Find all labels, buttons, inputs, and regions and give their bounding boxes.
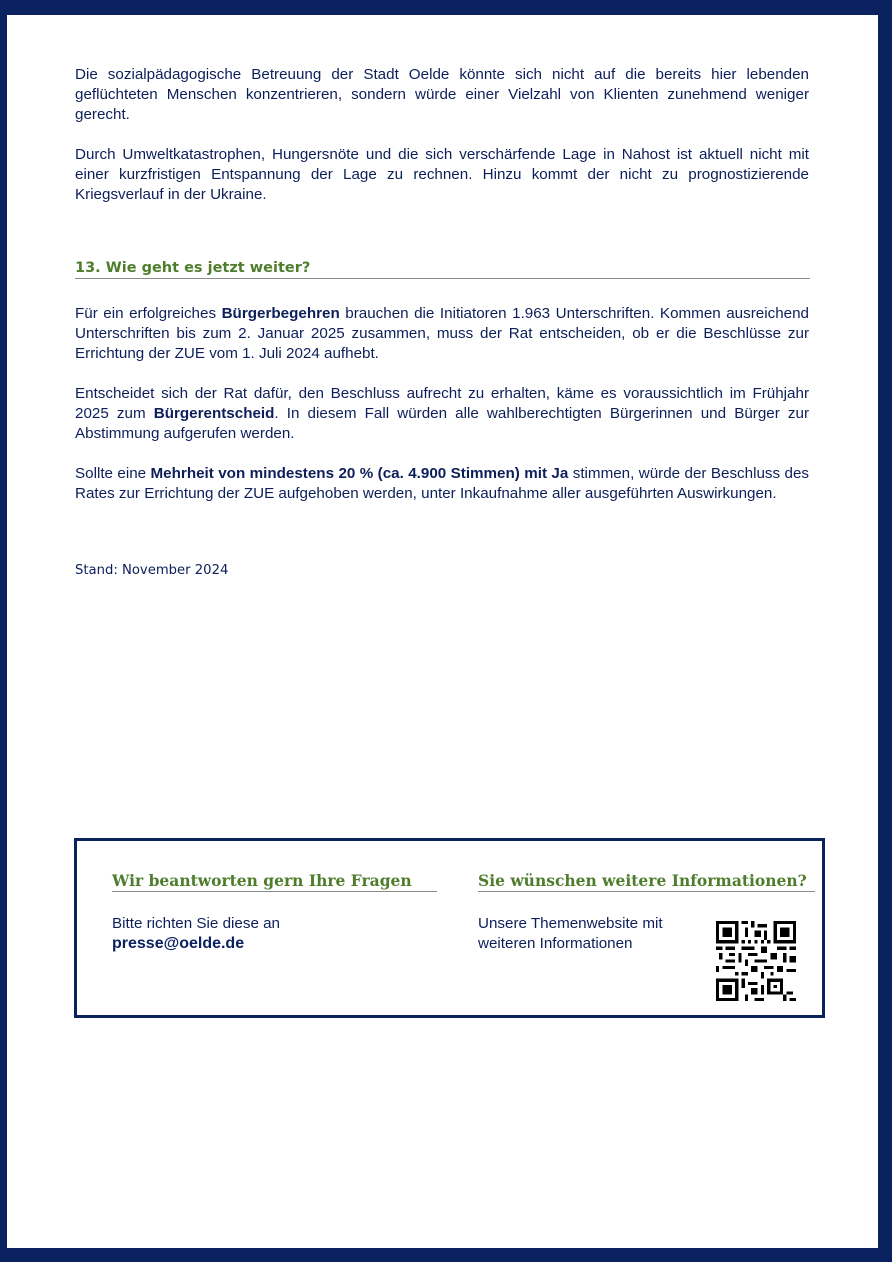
page-frame-bottom — [0, 1248, 892, 1262]
qr-code-icon[interactable] — [716, 921, 796, 1001]
page-frame-top — [0, 0, 892, 15]
page-frame-right — [878, 0, 892, 1262]
info-right-line-1: Unsere Themenwebsite mit — [478, 915, 663, 932]
info-right-text — [478, 914, 663, 954]
page-frame-left — [0, 0, 7, 1262]
info-right-line-2: weiteren Informationen — [478, 935, 633, 952]
info-left-line: Bitte richten Sie diese an — [112, 915, 281, 932]
paragraph-buergerentscheid: Entscheidet sich der Rat dafür, den Beschluss aufrecht zu erhalten, käme es voraussichtlich im Frühjahr 2025 zum Bürgerentscheid. In diesem Fall würden alle wahlberechtigten Bürgerinnen und Bürger zur Abstimmung aufgerufen werden. — [75, 385, 810, 442]
section-heading: 13. Wie geht es jetzt weiter? — [75, 260, 810, 279]
paragraph-betreuung: Die sozialpädagogische Betreuung der Stadt Oelde könnte sich nicht auf die bereits hier lebenden geflüchteten Menschen konzentrieren, sondern würde einer Vielzahl von Klienten zunehmend weniger gerecht. — [75, 66, 809, 123]
info-right-heading: Sie wünschen weitere Informationen? — [478, 871, 815, 892]
paragraph-buergerbegehren: Für ein erfolgreiches Bürgerbegehren brauchen die Initiatoren 1.963 Unterschriften. Kommen ausreichend Unterschriften bis zum 2. Januar 2025 zusammen, muss der Rat entscheiden, ob er die Beschlüsse zur Errichtung der ZUE vom 1. Juli 2024 aufhebt. — [75, 305, 809, 362]
stand-date: Stand: November 2024 — [75, 563, 229, 578]
info-box — [74, 838, 825, 1018]
email-link[interactable]: presse@oelde.de — [112, 935, 245, 952]
info-left-text — [112, 914, 280, 954]
paragraph-mehrheit: Sollte eine Mehrheit von mindestens 20 % (ca. 4.900 Stimmen) mit Ja stimmen, würde der Beschluss des Rates zur Errichtung der ZUE aufgehoben werden, unter Inkaufnahme aller ausgeführten Auswirkungen. — [75, 465, 809, 502]
paragraph-lage: Durch Umweltkatastrophen, Hungersnöte und die sich verschärfende Lage in Nahost ist aktuell nicht mit einer kurzfristigen Entspannung der Lage zu rechnen. Hinzu kommt der nicht zu prognostizierende Kriegsverlauf in der Ukraine. — [75, 146, 809, 203]
info-left-heading: Wir beantworten gern Ihre Fragen — [112, 871, 437, 892]
